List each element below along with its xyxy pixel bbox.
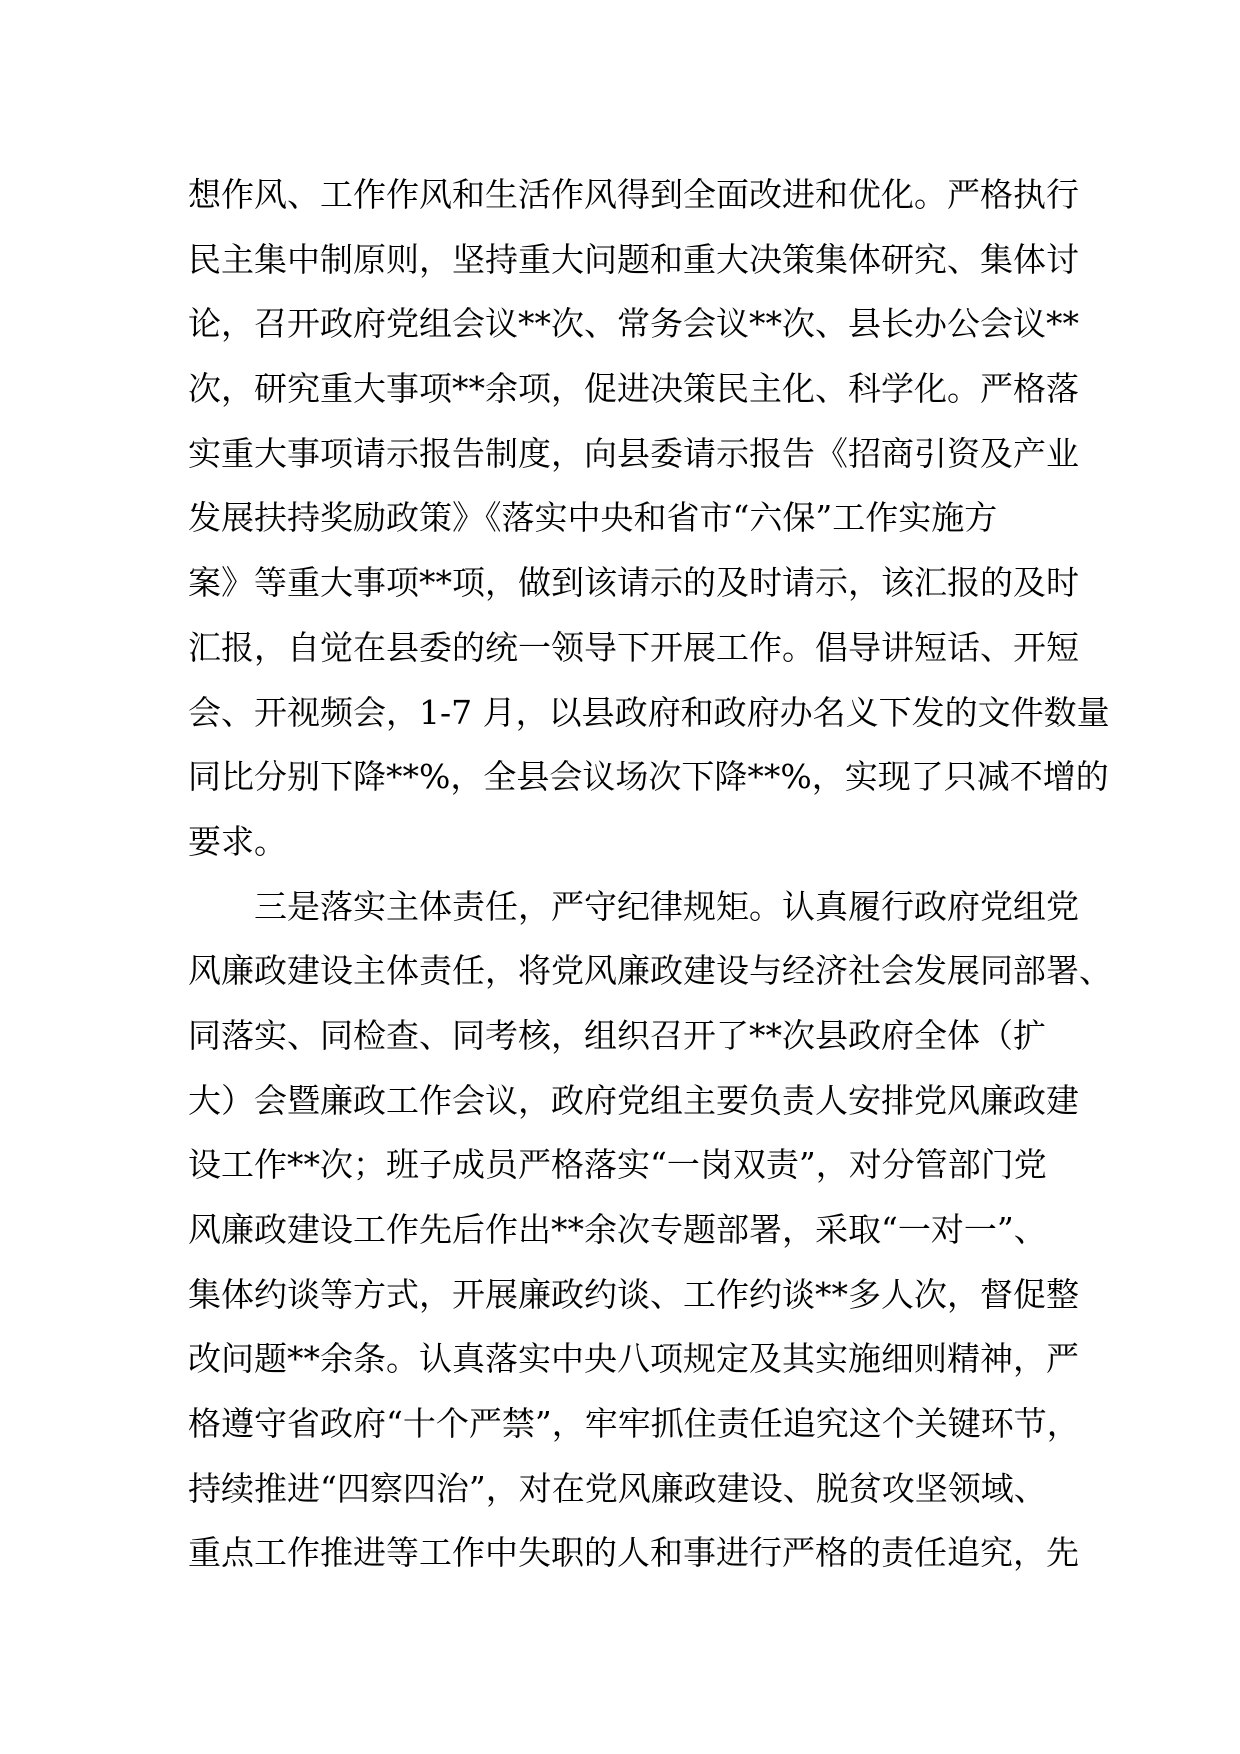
- text-line: 论，召开政府党组会议**次、常务会议**次、县长办公会议**: [188, 304, 1079, 344]
- text-line: 风廉政建设主体责任，将党风廉政建设与经济社会发展同部署、: [188, 951, 1112, 991]
- text-line: 大）会暨廉政工作会议，政府党组主要负责人安排党风廉政建: [188, 1080, 1079, 1120]
- text-line: 会、开视频会，1-7 月，以县政府和政府办名义下发的文件数量: [188, 692, 1110, 732]
- text-line: 汇报，自觉在县委的统一领导下开展工作。倡导讲短话、开短: [188, 627, 1079, 667]
- text-line: 持续推进“四察四治”，对在党风廉政建设、脱贫攻坚领域、: [188, 1468, 1047, 1508]
- text-line: 民主集中制原则，坚持重大问题和重大决策集体研究、集体讨: [188, 239, 1079, 279]
- text-line: 改问题**余条。认真落实中央八项规定及其实施细则精神，严: [188, 1339, 1079, 1379]
- text-line: 设工作**次；班子成员严格落实“一岗双责”，对分管部门党: [188, 1145, 1047, 1185]
- text-line: 集体约谈等方式，开展廉政约谈、工作约谈**多人次，督促整: [188, 1274, 1079, 1314]
- text-line: 三是落实主体责任，严守纪律规矩。认真履行政府党组党: [254, 886, 1079, 926]
- text-line: 发展扶持奖励政策》《落实中央和省市“六保”工作实施方: [188, 498, 998, 538]
- text-line: 要求。: [188, 821, 287, 861]
- text-line: 同比分别下降**%，全县会议场次下降**%，实现了只减不增的: [188, 757, 1109, 797]
- text-line: 风廉政建设工作先后作出**余次专题部署，采取“一对一”、: [188, 1210, 1047, 1249]
- text-line: 实重大事项请示报告制度，向县委请示报告《招商引资及产业: [188, 433, 1079, 473]
- text-line: 同落实、同检查、同考核，组织召开了**次县政府全体（扩: [188, 1015, 1046, 1055]
- text-line: 格遵守省政府“十个严禁”，牢牢抓住责任追究这个关键环节，: [188, 1404, 1080, 1444]
- text-line: 想作风、工作作风和生活作风得到全面改进和优化。严格执行: [188, 175, 1079, 214]
- text-line: 案》等重大事项**项，做到该请示的及时请示，该汇报的及时: [188, 563, 1079, 603]
- text-line: 重点工作推进等工作中失职的人和事进行严格的责任追究，先: [188, 1533, 1079, 1573]
- paragraph: [188, 875, 1112, 1587]
- text-line: 次，研究重大事项**余项，促进决策民主化、科学化。严格落: [188, 369, 1079, 409]
- body-text: [188, 163, 1112, 1586]
- paragraph: [188, 163, 1110, 875]
